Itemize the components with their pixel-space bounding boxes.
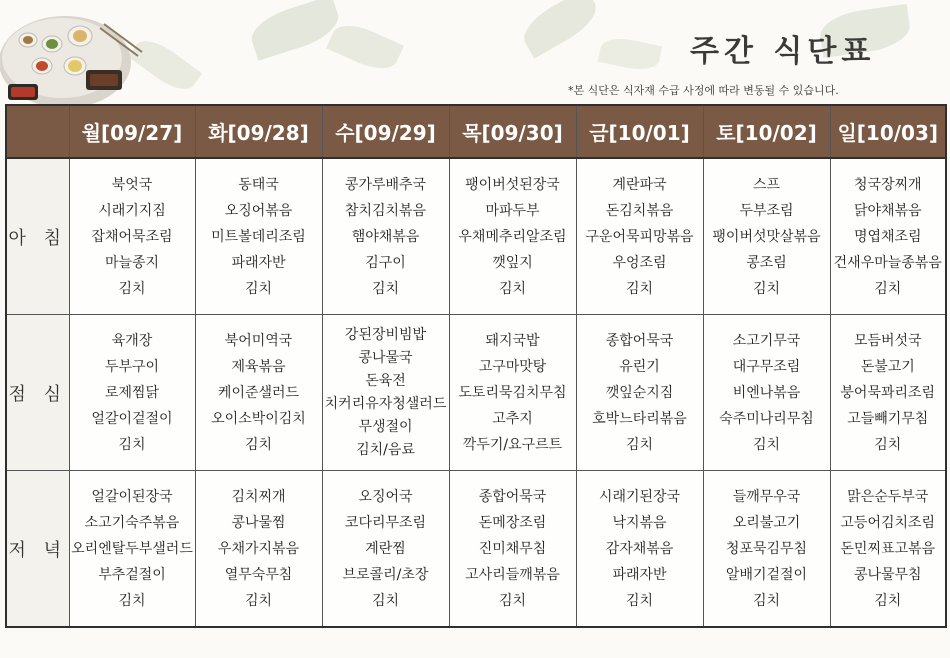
- menu-item: 북엇국: [111, 176, 153, 193]
- meal-row: [6, 158, 946, 315]
- menu-item: 비엔나볶음: [732, 384, 801, 401]
- menu-item: 우채메추리알조림: [458, 228, 567, 245]
- menu-item: 깻잎지: [492, 254, 533, 271]
- day-header: 수[09/29]: [322, 105, 449, 158]
- menu-cell: [69, 471, 195, 628]
- menu-item: 로제찜닭: [104, 384, 160, 401]
- menu-item: 깍두기/요구르트: [462, 436, 563, 453]
- menu-item: 코다리무조림: [344, 514, 427, 531]
- menu-item: 소고기숙주볶음: [84, 514, 180, 531]
- menu-item: 돈육전: [365, 372, 406, 389]
- menu-item: 모듬버섯국: [853, 332, 922, 349]
- menu-cell: [195, 471, 322, 628]
- menu-item: 오징어국: [358, 488, 413, 505]
- menu-item: 김치찌개: [231, 488, 286, 505]
- menu-item: 김치: [752, 436, 781, 453]
- menu-cell: [449, 471, 576, 628]
- menu-item: 팽이버섯된장국: [465, 176, 560, 193]
- menu-item: 마늘종지: [104, 254, 160, 271]
- menu-item: 건새우마늘종볶음: [833, 254, 942, 271]
- menu-item: 닭야채볶음: [853, 202, 922, 219]
- menu-cell: [195, 158, 322, 315]
- menu-item: 알배기겉절이: [725, 566, 808, 583]
- menu-item: 도토리묵김치무침: [458, 384, 567, 401]
- leaf-decoration: [246, 0, 344, 61]
- menu-item: 얼갈이된장국: [91, 488, 173, 505]
- menu-item: 고사리들깨볶음: [465, 566, 560, 583]
- menu-item: 붕어묵꽈리조림: [840, 384, 936, 401]
- menu-item: 얼갈이겉절이: [91, 410, 173, 427]
- menu-cell: [830, 158, 946, 315]
- menu-item: 미트볼데리조림: [211, 228, 306, 245]
- menu-item: 김치: [752, 592, 781, 609]
- menu-item: 김치: [625, 280, 654, 297]
- menu-item: 돼지국밥: [485, 332, 540, 349]
- day-header: 월[09/27]: [69, 105, 195, 158]
- menu-cell: [322, 315, 449, 471]
- menu-item: 팽이버섯맛살볶음: [712, 228, 821, 245]
- menu-item: 두부구이: [104, 358, 160, 375]
- day-header: 일[10/03]: [830, 105, 946, 158]
- menu-cell: [69, 158, 195, 315]
- menu-item: 돈메장조림: [478, 514, 547, 531]
- menu-item: 종합어묵국: [605, 332, 674, 349]
- meal-row: [6, 471, 946, 628]
- menu-item: 고추지: [492, 410, 533, 427]
- menu-item: 김치: [244, 436, 273, 453]
- menu-cell: [830, 471, 946, 628]
- menu-cell: [576, 471, 703, 628]
- day-header: 금[10/01]: [576, 105, 703, 158]
- menu-item: 종합어묵국: [478, 488, 547, 505]
- menu-item: 두부조림: [739, 202, 794, 219]
- menu-item: 햄야채볶음: [351, 228, 420, 245]
- menu-item: 고등어김치조림: [840, 514, 936, 531]
- menu-item: 김치: [874, 436, 902, 453]
- menu-item: 오징어볶음: [224, 202, 293, 219]
- page-title: 주간 식단표: [690, 34, 876, 69]
- menu-item: 낙지볶음: [612, 514, 667, 531]
- corner-cell: [6, 105, 69, 158]
- menu-item: 김치: [118, 280, 146, 297]
- menu-cell: [703, 315, 830, 471]
- menu-item: 소고기무국: [732, 332, 801, 349]
- menu-cell: [322, 158, 449, 315]
- menu-item: 김치: [371, 280, 400, 297]
- menu-item: 돈민찌표고볶음: [840, 540, 936, 557]
- menu-item: 제육볶음: [231, 358, 286, 375]
- menu-item: 계란찜: [365, 540, 406, 557]
- menu-item: 우채가지볶음: [217, 540, 300, 557]
- menu-item: 콩나물국: [358, 349, 413, 366]
- menu-cell: [576, 158, 703, 315]
- menu-item: 브로콜리/초장: [342, 566, 429, 583]
- menu-item: 계란파국: [612, 176, 667, 193]
- meal-label: 점 심: [6, 315, 69, 471]
- menu-item: 김구이: [365, 254, 406, 271]
- menu-item: 육개장: [111, 332, 153, 349]
- menu-item: 동태국: [238, 176, 279, 193]
- menu-cell: [449, 158, 576, 315]
- menu-item: 김치: [625, 592, 654, 609]
- menu-item: 고들빼기무침: [847, 410, 929, 427]
- menu-item: 김치/음료: [356, 441, 415, 458]
- menu-item: 북어미역국: [224, 332, 293, 349]
- menu-item: 대구무조림: [732, 358, 801, 375]
- menu-cell: [449, 315, 576, 471]
- food-dishes-image: [0, 0, 150, 110]
- menu-item: 콩나물찜: [231, 514, 286, 531]
- menu-item: 감자채볶음: [605, 540, 674, 557]
- menu-item: 오리불고기: [732, 514, 801, 531]
- menu-cell: [322, 471, 449, 628]
- menu-item: 잡채어묵조림: [91, 228, 173, 245]
- menu-item: 돈김치볶음: [605, 202, 674, 219]
- menu-item: 들깨무우국: [732, 488, 801, 505]
- menu-item: 오리엔탈두부샐러드: [71, 540, 193, 557]
- menu-item: 호박느타리볶음: [592, 410, 687, 427]
- day-header: 화[09/28]: [195, 105, 322, 158]
- menu-item: 무생절이: [358, 418, 413, 435]
- menu-item: 맑은순두부국: [847, 488, 929, 505]
- menu-cell: [703, 471, 830, 628]
- meal-label: 저 녁: [6, 471, 69, 628]
- menu-item: 시래기된장국: [598, 488, 681, 505]
- menu-item: 청포묵김무침: [725, 540, 808, 557]
- menu-notice: *본 식단은 식자재 수급 사정에 따라 변동될 수 있습니다.: [568, 84, 839, 97]
- day-header: 토[10/02]: [703, 105, 830, 158]
- menu-item: 파래자반: [612, 566, 667, 583]
- weekly-menu-table: [5, 104, 947, 628]
- leaf-decoration: [516, 0, 603, 59]
- menu-item: 유린기: [619, 358, 660, 375]
- menu-item: 콩가루배추국: [344, 176, 427, 193]
- menu-cell: [703, 158, 830, 315]
- menu-item: 시래기지짐: [98, 202, 166, 219]
- day-header: 목[09/30]: [449, 105, 576, 158]
- menu-item: 케이준샐러드: [217, 384, 300, 401]
- menu-item: 김치: [874, 592, 902, 609]
- menu-cell: [576, 315, 703, 471]
- menu-item: 참치김치볶음: [344, 202, 427, 219]
- menu-item: 강된장비빔밥: [344, 326, 427, 343]
- menu-item: 김치: [118, 436, 146, 453]
- menu-item: 우엉조림: [612, 254, 667, 271]
- day-header-row: [6, 105, 946, 158]
- menu-item: 스프: [752, 176, 781, 193]
- menu-item: 김치: [874, 280, 902, 297]
- menu-item: 부추겉절이: [98, 566, 166, 583]
- menu-item: 김치: [498, 280, 527, 297]
- menu-cell: [69, 315, 195, 471]
- meal-label: 아 침: [6, 158, 69, 315]
- menu-item: 콩조림: [746, 254, 787, 271]
- menu-item: 김치: [118, 592, 146, 609]
- menu-item: 돈불고기: [860, 358, 915, 375]
- menu-item: 명엽채조림: [853, 228, 922, 245]
- menu-item: 치커리유자청샐러드: [324, 395, 447, 412]
- menu-item: 청국장찌개: [853, 176, 922, 193]
- leaf-decoration: [326, 17, 404, 77]
- menu-item: 마파두부: [485, 202, 540, 219]
- menu-item: 구운어묵피망볶음: [585, 228, 694, 245]
- menu-item: 김치: [752, 280, 781, 297]
- leaf-decoration: [598, 34, 663, 74]
- menu-item: 숙주미나리무침: [719, 410, 814, 427]
- menu-item: 깻잎순지짐: [605, 384, 674, 401]
- menu-item: 진미채무침: [478, 540, 547, 557]
- menu-item: 고구마맛탕: [478, 358, 547, 375]
- meal-row: [6, 315, 946, 471]
- menu-item: 오이소박이김치: [211, 410, 306, 427]
- menu-item: 김치: [498, 592, 527, 609]
- menu-item: 파래자반: [231, 254, 286, 271]
- menu-item: 김치: [625, 436, 654, 453]
- menu-item: 김치: [371, 592, 400, 609]
- menu-item: 김치: [244, 592, 273, 609]
- menu-cell: [195, 315, 322, 471]
- menu-item: 콩나물무침: [853, 566, 922, 583]
- menu-item: 열무숙무침: [224, 566, 293, 583]
- menu-item: 김치: [244, 280, 273, 297]
- menu-cell: [830, 315, 946, 471]
